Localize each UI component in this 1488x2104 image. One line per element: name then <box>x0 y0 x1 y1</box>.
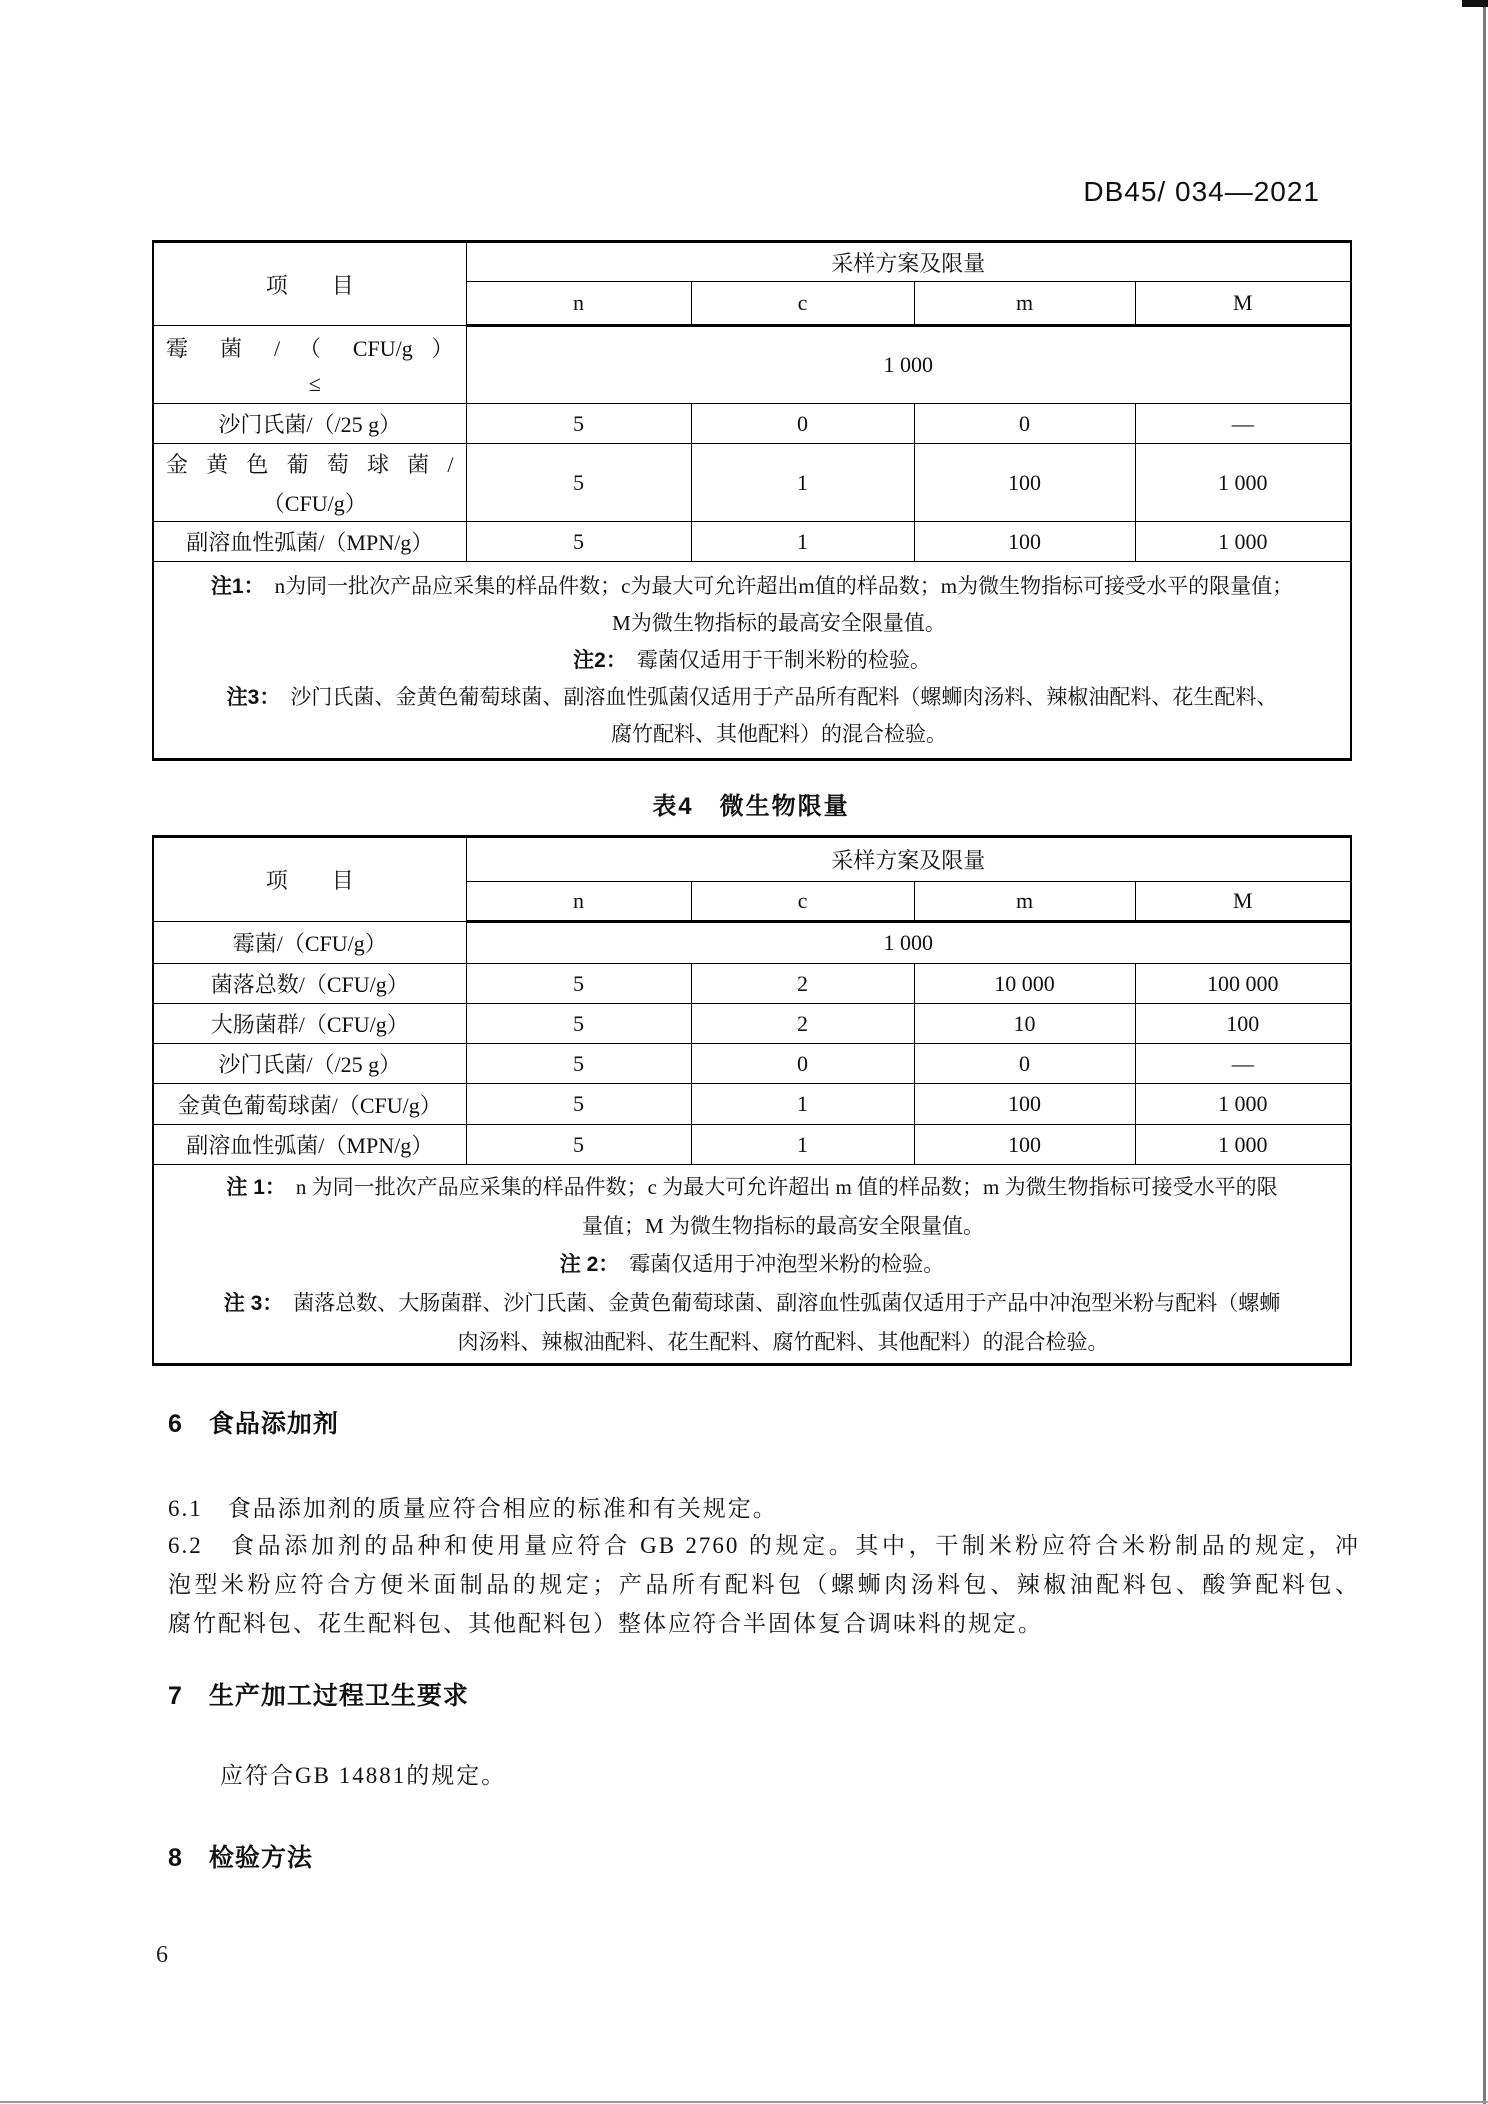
t3-note2-label: 注2： <box>573 648 627 672</box>
t3-vibrio-c: 1 <box>691 522 914 562</box>
t3-mold-label-line1: 霉 菌 / （ CFU/g ） <box>166 336 454 361</box>
t4-note1-text2: 量值；M 为微生物指标的最高安全限量值。 <box>582 1213 984 1238</box>
t3-notes-row <box>153 562 1351 760</box>
t3-col-c: c <box>691 282 914 326</box>
t3-salmonella-c: 0 <box>691 404 914 444</box>
t4-note2-label: 注 2： <box>559 1252 620 1276</box>
t4-note2-text: 霉菌仅适用于冲泡型米粉的检验。 <box>629 1251 945 1276</box>
t4-notes <box>153 1165 1351 1365</box>
t3-vibrio-label: 副溶血性弧菌/（MPN/g） <box>153 522 466 562</box>
t4-total-m: 10 000 <box>914 964 1135 1004</box>
t4-staph-M: 1 000 <box>1135 1084 1351 1125</box>
t4-total-c: 2 <box>691 964 914 1004</box>
t3-staph-m: 100 <box>914 444 1135 522</box>
t4-row-salmonella <box>153 1044 1351 1084</box>
doc-number-header: DB45/ 034—2021 <box>1083 176 1320 207</box>
t3-note1-line1 <box>154 568 1350 605</box>
table3-microbial-limits-continued <box>152 240 1352 761</box>
t3-notes <box>153 562 1351 760</box>
t4-note3-text: 菌落总数、大肠菌群、沙门氏菌、金黄色葡萄球菌、副溶血性弧菌仅适用于产品中冲泡型米粉与配料（螺蛳 <box>293 1290 1281 1315</box>
t4-salmonella-label: 沙门氏菌/（/25 g） <box>153 1044 466 1084</box>
t3-row-mold <box>153 326 1351 404</box>
clause-6-2-line1: 6.2 食品添加剂的品种和使用量应符合 GB 2760 的规定。其中，干制米粉应符合米粉制品的规定，冲 <box>168 1533 1360 1558</box>
t4-coliform-n: 5 <box>466 1004 691 1044</box>
t3-note1-text2: M为微生物指标的最高安全限量值。 <box>612 610 946 635</box>
t3-salmonella-n: 5 <box>466 404 691 444</box>
t4-staph-c: 1 <box>691 1084 914 1125</box>
t4-note1-label: 注 1： <box>226 1175 286 1199</box>
t4-col-n: n <box>466 882 691 922</box>
t3-vibrio-M: 1 000 <box>1135 522 1351 562</box>
t4-mold-value: 1 000 <box>466 922 1351 964</box>
t3-note3-text2: 腐竹配料、其他配料）的混合检验。 <box>611 721 947 746</box>
t3-mold-label <box>153 326 466 404</box>
t3-row-staph <box>153 444 1351 522</box>
t4-mold-label: 霉菌/（CFU/g） <box>153 922 466 964</box>
t3-header-row1 <box>153 242 1351 282</box>
t3-staph-M: 1 000 <box>1135 444 1351 522</box>
t4-vibrio-n: 5 <box>466 1125 691 1165</box>
t4-note1-line2 <box>154 1207 1350 1245</box>
table4-caption: 表4 微生物限量 <box>652 793 850 820</box>
t3-vibrio-n: 5 <box>466 522 691 562</box>
scan-corner-artifact <box>1462 0 1488 7</box>
t3-salmonella-M: — <box>1135 404 1351 444</box>
t3-staph-c: 1 <box>691 444 914 522</box>
section8-heading: 8 检验方法 <box>168 1844 313 1872</box>
clause-6-2 <box>168 1526 1360 1643</box>
section7-heading: 7 生产加工过程卫生要求 <box>168 1682 469 1710</box>
t4-row-staph <box>153 1084 1351 1125</box>
t4-row-total-count <box>153 964 1351 1004</box>
t4-row-vibrio <box>153 1125 1351 1165</box>
t3-note1-text: n为同一批次产品应采集的样品件数；c为最大可允许超出m值的样品数；m为微生物指标可接受水平的限量值； <box>274 573 1294 598</box>
t4-col-m: m <box>914 882 1135 922</box>
t4-total-label: 菌落总数/（CFU/g） <box>153 964 466 1004</box>
t4-col-c: c <box>691 882 914 922</box>
section7-body: 应符合GB 14881的规定。 <box>220 1763 507 1788</box>
t4-row-coliform <box>153 1004 1351 1044</box>
t3-vibrio-m: 100 <box>914 522 1135 562</box>
clause-6-2-line3: 腐竹配料包、花生配料包、其他配料包）整体应符合半固体复合调味料的规定。 <box>168 1611 1043 1636</box>
t3-note1-label: 注1： <box>210 574 265 598</box>
scan-edge-bottom <box>0 2101 1488 2103</box>
t4-total-n: 5 <box>466 964 691 1004</box>
t3-note3-label: 注3： <box>226 685 281 709</box>
t4-coliform-c: 2 <box>691 1004 914 1044</box>
t3-staph-label-line1: 金 黄 色 葡 萄 球 菌 / <box>166 451 454 477</box>
t4-coliform-label: 大肠菌群/（CFU/g） <box>153 1004 466 1044</box>
t4-coliform-m: 10 <box>914 1004 1135 1044</box>
clause-6-1: 6.1 食品添加剂的质量应符合相应的标准和有关规定。 <box>168 1496 778 1521</box>
t4-note3-label: 注 3： <box>223 1291 284 1315</box>
t4-note1-text: n 为同一批次产品应采集的样品件数；c 为最大可允许超出 m 值的样品数；m 为微生物指标可接受水平的限 <box>295 1174 1278 1199</box>
t3-row-salmonella <box>153 404 1351 444</box>
t3-salmonella-m: 0 <box>914 404 1135 444</box>
clause-6-2-line2: 泡型米粉应符合方便米面制品的规定；产品所有配料包（螺蛳肉汤料包、辣椒油配料包、酸笋配料包、 <box>168 1572 1360 1597</box>
t4-staph-n: 5 <box>466 1084 691 1125</box>
t3-note3-line1 <box>154 679 1350 716</box>
t3-row-vibrio <box>153 522 1351 562</box>
t4-row-mold <box>153 922 1351 964</box>
page-number: 6 <box>156 1942 168 1968</box>
section6-heading: 6 食品添加剂 <box>168 1410 339 1438</box>
t3-col-m: m <box>914 282 1135 326</box>
t3-note2-text: 霉菌仅适用于干制米粉的检验。 <box>636 647 931 672</box>
t4-coliform-M: 100 <box>1135 1004 1351 1044</box>
t4-staph-m: 100 <box>914 1084 1135 1125</box>
scan-edge-right <box>1483 0 1486 2104</box>
t3-note3-line2 <box>154 716 1350 753</box>
t4-vibrio-m: 100 <box>914 1125 1135 1165</box>
t3-header-item: 项 目 <box>153 242 466 326</box>
t4-col-M: M <box>1135 882 1351 922</box>
t4-header-row1 <box>153 837 1351 882</box>
t4-note2-line <box>154 1245 1350 1284</box>
t3-mold-label-line2: ≤ <box>308 371 321 396</box>
t3-salmonella-label: 沙门氏菌/（/25 g） <box>153 404 466 444</box>
t4-header-item: 项 目 <box>153 837 466 922</box>
t3-staph-n: 5 <box>466 444 691 522</box>
t4-salmonella-n: 5 <box>466 1044 691 1084</box>
t4-note3-line1 <box>154 1284 1350 1323</box>
t3-note1-line2 <box>154 605 1350 642</box>
t4-vibrio-c: 1 <box>691 1125 914 1165</box>
t3-staph-label <box>153 444 466 522</box>
t4-salmonella-M: — <box>1135 1044 1351 1084</box>
t3-staph-label-line2: （CFU/g） <box>262 490 367 516</box>
t4-note3-text2: 肉汤料、辣椒油配料、花生配料、腐竹配料、其他配料）的混合检验。 <box>457 1329 1109 1354</box>
t4-total-M: 100 000 <box>1135 964 1351 1004</box>
t4-staph-label: 金黄色葡萄球菌/（CFU/g） <box>153 1084 466 1125</box>
t4-notes-row <box>153 1165 1351 1365</box>
t3-header-plan: 采样方案及限量 <box>466 242 1351 282</box>
t3-col-M: M <box>1135 282 1351 326</box>
t3-note2-line <box>154 642 1350 679</box>
t4-salmonella-m: 0 <box>914 1044 1135 1084</box>
t3-col-n: n <box>466 282 691 326</box>
t4-vibrio-label: 副溶血性弧菌/（MPN/g） <box>153 1125 466 1165</box>
t4-header-plan: 采样方案及限量 <box>466 837 1351 882</box>
table4-microbial-limits <box>152 835 1352 1366</box>
t4-note1-line1 <box>154 1168 1350 1207</box>
t4-salmonella-c: 0 <box>691 1044 914 1084</box>
t4-vibrio-M: 1 000 <box>1135 1125 1351 1165</box>
t3-mold-value: 1 000 <box>466 326 1351 404</box>
t3-note3-text: 沙门氏菌、金黄色葡萄球菌、副溶血性弧菌仅适用于产品所有配料（螺蛳肉汤料、辣椒油配料、花生配料、 <box>290 684 1278 709</box>
t4-note3-line2 <box>154 1323 1350 1361</box>
